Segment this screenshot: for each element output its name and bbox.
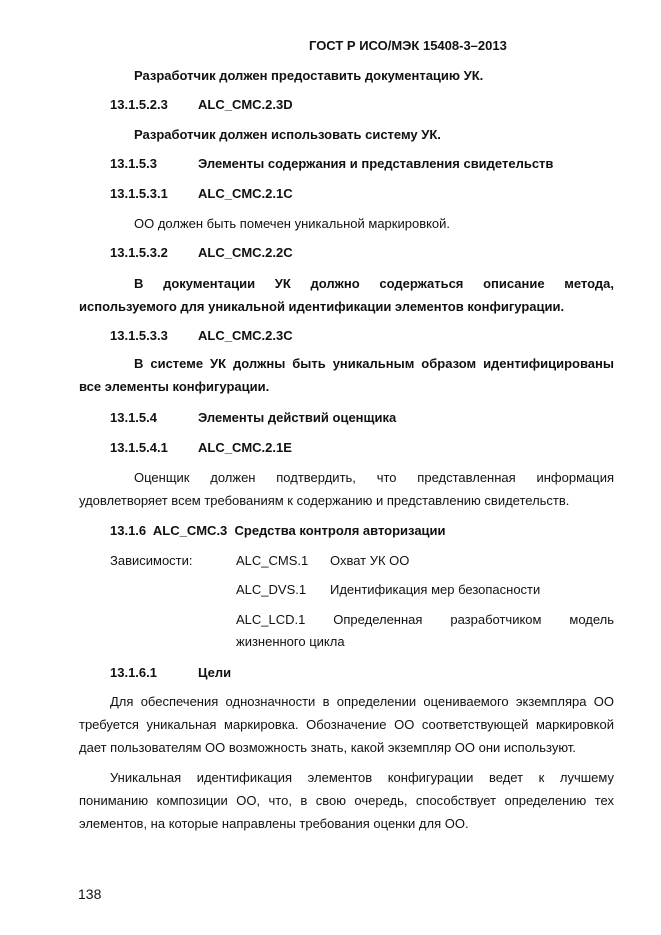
section-number: 13.1.5.4.1 (110, 440, 168, 455)
dependency-text: Охват УК ОО (330, 553, 410, 568)
paragraph-line: все элементы конфигурации. (79, 379, 270, 394)
section-number: 13.1.5.3.3 (110, 328, 168, 343)
section-title: Элементы действий оценщика (198, 410, 397, 425)
paragraph: Разработчик должен предоставить документацию УК. (134, 68, 484, 83)
section-title: ALC_CMC.2.3D (198, 97, 293, 112)
paragraph-line: удовлетворяет всем требованиям к содержанию и представлению свидетельств. (79, 493, 570, 508)
section-number: 13.1.5.4 (110, 410, 157, 425)
section-number: 13.1.5.3 (110, 156, 157, 171)
page-number: 138 (78, 886, 102, 902)
paragraph-line: требуется уникальная маркировка. Обозначение ОО соответствующей маркировкой (79, 717, 614, 732)
document-header: ГОСТ Р ИСО/МЭК 15408-3–2013 (309, 38, 507, 53)
paragraph: Разработчик должен использовать систему УК. (134, 127, 441, 142)
paragraph-line: Уникальная идентификация элементов конфигурации ведет к лучшему (110, 770, 614, 785)
section-heading: 13.1.6 ALC_CMC.3 Средства контроля авторизации (110, 523, 446, 538)
paragraph-line: Для обеспечения однозначности в определении оцениваемого экземпляра ОО (110, 694, 614, 709)
section-number: 13.1.5.3.1 (110, 186, 168, 201)
section-title: ALC_CMC.2.2C (198, 245, 293, 260)
section-title: Цели (198, 665, 232, 680)
paragraph-line: дает пользователям ОО возможность знать, какой экземпляр ОО они используют. (79, 740, 576, 755)
paragraph-line: В системе УК должны быть уникальным образом идентифицированы (134, 356, 614, 371)
paragraph-line: Оценщик должен подтвердить, что представленная информация (134, 470, 614, 485)
section-number: 13.1.6.1 (110, 665, 157, 680)
paragraph-line: используемого для уникальной идентификации элементов конфигурации. (79, 299, 565, 314)
paragraph-line: В документации УК должно содержаться описание метода, (134, 276, 614, 291)
dependencies-label: Зависимости: (110, 553, 193, 568)
dependency-text: Идентификация мер безопасности (330, 582, 541, 597)
section-title: Элементы содержания и представления свидетельств (198, 156, 554, 171)
dependency-line: жизненного цикла (236, 634, 345, 649)
paragraph-line: пониманию композиции ОО, что, в свою очередь, способствует определению тех (79, 793, 614, 808)
paragraph: ОО должен быть помечен уникальной маркировкой. (134, 216, 451, 231)
dependency-line: ALC_LCD.1 Определенная разработчиком модель (236, 612, 614, 627)
dependency-code: ALC_CMS.1 (236, 553, 309, 568)
section-number: 13.1.5.3.2 (110, 245, 168, 260)
section-title: ALC_CMC.2.1E (198, 440, 292, 455)
dependency-code: ALC_DVS.1 (236, 582, 307, 597)
paragraph-line: элементов, на которые направлены требования оценки для ОО. (79, 816, 469, 831)
section-number: 13.1.5.2.3 (110, 97, 168, 112)
section-title: ALC_CMC.2.1C (198, 186, 293, 201)
section-title: ALC_CMC.2.3C (198, 328, 293, 343)
